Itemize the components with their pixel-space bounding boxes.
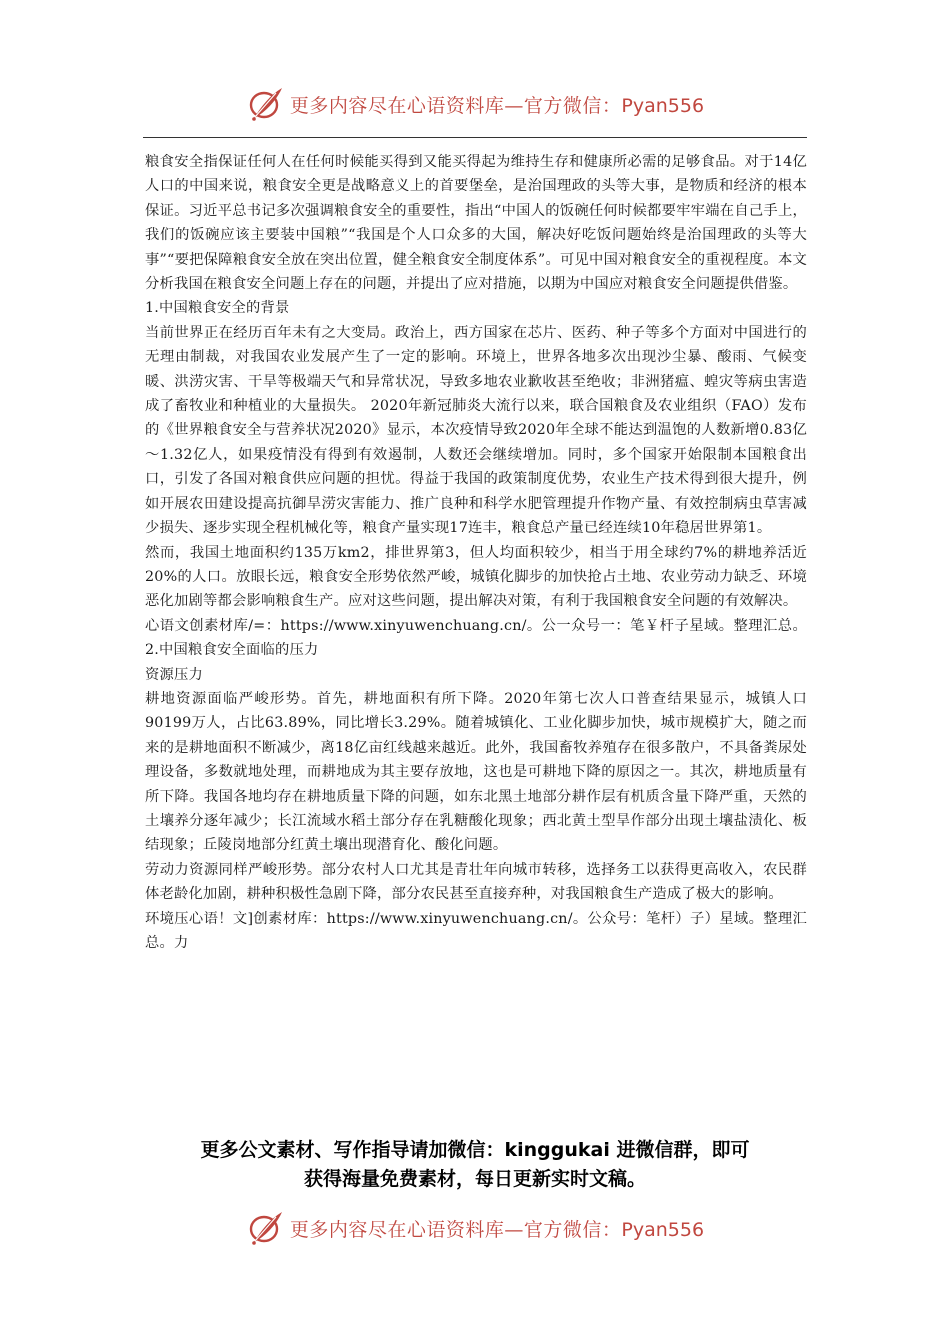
quill-pen-logo-icon xyxy=(246,1208,286,1248)
paragraph-labor: 劳动力资源同样严峻形势。部分农村人口尤其是青壮年向城市转移，选择务工以获得更高收入，农民群体老龄化加剧，耕种积极性急剧下降，部分农民甚至直接弃种，对我国粮食生产造成了极大的影响。 xyxy=(145,861,807,903)
paragraph-background: 当前世界正在经历百年未有之大变局。政治上，西方国家在芯片、医药、种子等多个方面对中国进行的无理由制裁，对我国农业发展产生了一定的影响。环境上，世界各地多次出现沙尘暴、酸雨、气候变暖、洪涝灾害、干旱等极端天气和异常状况，导致多地农业歉收甚至绝收；非洲猪瘟、蝗灾等病虫害造成了畜牧业和种植业的大量损失。 2020年新冠肺炎大流行以来，联合国粮食及农业组织（FAO）发布的《世界粮食安全与营养状况2020》显示，本次疫情导致2020年全球不能达到温饱的人数新增0.83亿～1.32亿人，如果疫情没有得到有效遏制，人数还会继续增加。同时，多个国家开始限制本国粮食出口，引发了各国对粮食供应问题的担忧。得益于我国的政策制度优势，农业生产技术得到很大提升，例如开展农田建设提高抗御旱涝灾害能力、推广良种和科学水肥管理提升作物产量、有效控制病虫草害减少损失、逐步实现全程机械化等，粮食产量实现17连丰，粮食总产量已经连续10年稳居世界第1。 xyxy=(145,324,807,537)
banner-text: 更多内容尽在心语资料库—官方微信：Pyan556 xyxy=(289,1218,705,1241)
article-body xyxy=(145,150,807,955)
paragraph-farmland: 耕地资源面临严峻形势。首先，耕地面积有所下降。2020年第七次人口普查结果显示，城镇人口90199万人，占比63.89%，同比增长3.29%。随着城镇化、工业化脚步加快，城市规模扩大，随之而来的是耕地面积不断减少，离18亿亩红线越来越近。此外，我国畜牧养殖存在很多散户，不具备粪尿处理设备，多数就地处理，而耕地成为其主要存放地，这也是可耕地下降的原因之一。其次，耕地质量有所下降。我国各地均存在耕地质量下降的问题，如东北黑土地部分耕作层有机质含量下降严重，天然的土壤养分逐年减少；长江流域水稻土部分存在乳糖酸化现象；西北黄土型旱作部分出现土壤盐渍化、板结现象；丘陵岗地部分红黄土壤出现潜育化、酸化问题。 xyxy=(145,690,807,854)
promo-notice xyxy=(120,1136,830,1194)
footer-banner xyxy=(0,1206,950,1250)
header-divider xyxy=(143,137,807,138)
header-banner xyxy=(0,82,950,126)
banner-text: 更多内容尽在心语资料库—官方微信：Pyan556 xyxy=(289,94,705,117)
paragraph-intro: 粮食安全指保证任何人在任何时候能买得到又能买得起为维持生存和健康所必需的足够食品。对于14亿人口的中国来说，粮食安全更是战略意义上的首要堡垒，是治国理政的头等大事，是物质和经济的根本保证。习近平总书记多次强调粮食安全的重要性，指出“中国人的饭碗任何时候都要牢牢端在自己手上，我们的饭碗应该主要装中国粮”“我国是个人口众多的大国，解决好吃饭问题始终是治国理政的头等大事”“要把保障粮食安全放在突出位置，健全粮食安全制度体系”。可见中国对粮食安全的重视程度。本文分析我国在粮食安全问题上存在的问题，并提出了应对措施，以期为中国应对粮食安全问题提供借鉴。 xyxy=(145,154,807,293)
wechat-id: Pyan556 xyxy=(621,94,705,117)
wechat-id: Pyan556 xyxy=(621,1218,705,1241)
section-heading-background: 1.中国粮食安全的背景 xyxy=(145,300,290,317)
quill-pen-logo-icon xyxy=(246,84,286,124)
promo-line-2: 获得海量免费素材，每日更新实时文稿。 xyxy=(303,1168,646,1190)
paragraph-source-note-2: 环境压心语！文]创素材库：https://www.xinyuwenchuang.cn/。公众号：笔杆）子）星域。整理汇总。力 xyxy=(145,910,807,951)
promo-line-1: 更多公文素材、写作指导请加微信：kinggukai 进微信群，即可 xyxy=(200,1139,750,1161)
paragraph-source-note-1: 心语文创素材库/=：https://www.xinyuwenchuang.cn/。公一众号一：笔￥杆子星域。整理汇总。2.中国粮食安全面临的压力 xyxy=(145,617,807,659)
paragraph-land: 然而，我国土地面积约135万km2，排世界第3，但人均面积较少，相当于用全球约7%的耕地养活近20%的人口。放眼长远，粮食安全形势依然严峻，城镇化脚步的加快抢占土地、农业劳动力缺乏、环境恶化加剧等都会影响粮食生产。应对这些问题，提出解决对策，有利于我国粮食安全问题的有效解决。 xyxy=(145,544,807,610)
subheading-resource-pressure: 资源压力 xyxy=(145,666,203,683)
